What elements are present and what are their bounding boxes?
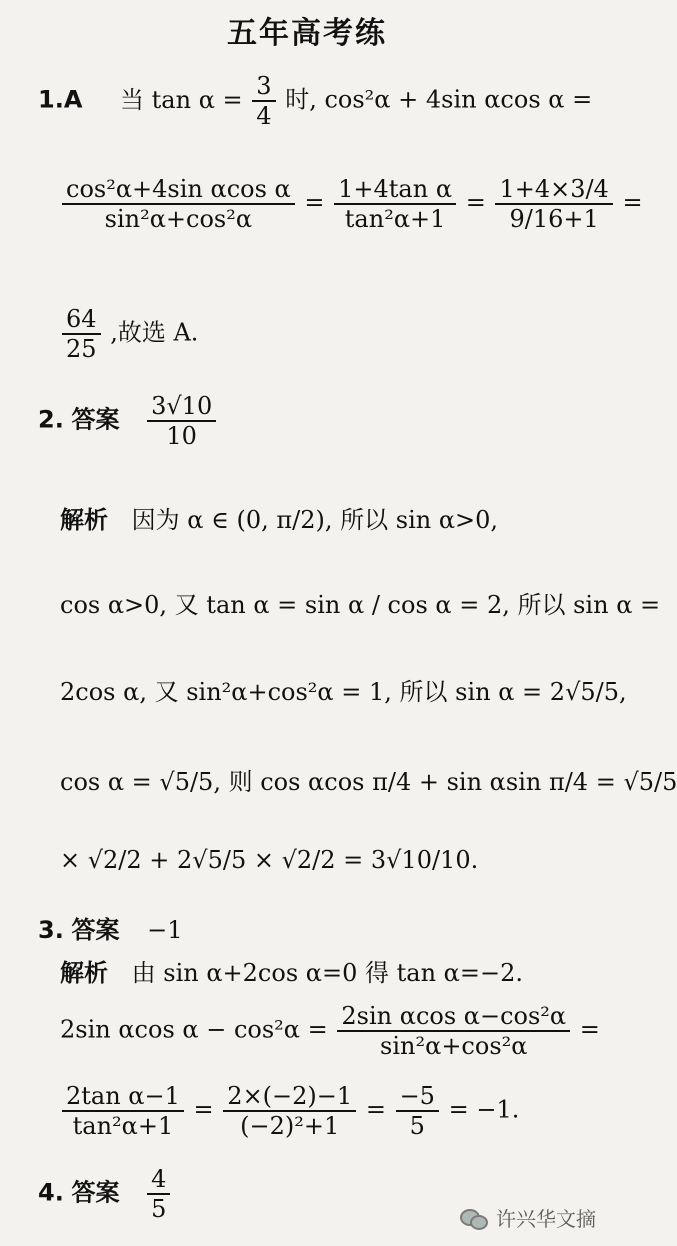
q2-parse-line3: 2cos α, 又 sin²α+cos²α = 1, 所以 sin α = 2√5/5, — [60, 678, 627, 706]
q1-frac-3-4: $\frac{3}{4}$ — [252, 72, 275, 130]
q3-frac-3: $\frac{-5}{5}$ — [396, 1082, 439, 1140]
q3-parse-line2: 2sin αcos α − cos²α = $\frac{\text{2sin αcos α−cos²α}}{\text{sin²α+cos²α}}$ = — [60, 1002, 600, 1060]
q1-text-1: 当 tan α = — [120, 85, 243, 114]
q3-frac-1: $\frac{\text{2tan α−1}}{\text{tan²α+1}}$ — [62, 1082, 184, 1140]
q2-parse-tag: 解析 — [60, 506, 108, 534]
q3-parse-line1: 解析 由 sin α+2cos α=0 得 tan α=−2. — [60, 959, 523, 987]
q1-number: 1.A — [38, 85, 83, 114]
q2-parse-line4: cos α = √5/5, 则 cos αcos π/4 + sin αsin π/4 = √5/5 — [60, 768, 677, 796]
q4-number: 4. — [38, 1178, 64, 1207]
q1-frac-3: $\frac{1+4\times 3/4}{9/16+1}$ — [495, 175, 612, 233]
q2-answer-tag: 答案 — [71, 405, 120, 434]
q1-frac-1: $\frac{\text{cos²α+4sin αcos α}}{\text{sin²α+cos²α}}$ — [62, 175, 295, 233]
q4-answer-tag: 答案 — [71, 1178, 120, 1207]
q3-parse-line3: $\frac{\text{2tan α−1}}{\text{tan²α+1}}$ = $\frac{2\times(-2)-1}{\text{(−2)²+1}}$ = $\frac{-5}{5}$ = −1. — [60, 1082, 674, 1140]
q1-line1 — [38, 72, 652, 130]
q1-frac-64-25: $\frac{64}{25}$ — [62, 305, 101, 363]
q4-answer: $\frac{4}{5}$ — [147, 1165, 170, 1223]
page-title: 五年高考练 — [227, 16, 387, 51]
wechat-icon — [460, 1207, 488, 1229]
q1-conclusion: ,故选 A. — [110, 318, 199, 347]
q3-answer-tag: 答案 — [71, 916, 120, 944]
q3-number: 3. — [38, 916, 64, 944]
q3-answer: −1 — [147, 916, 183, 944]
q1-frac-2: $\frac{\text{1+4tan α}}{\text{tan²α+1}}$ — [334, 175, 456, 233]
q2-parse-line1: 解析 因为 α ∈ (0, π/2), 所以 sin α>0, — [60, 506, 499, 534]
watermark-text: 许兴华文摘 — [496, 1207, 596, 1231]
q3-parse-tag: 解析 — [60, 959, 108, 987]
watermark — [460, 1203, 596, 1232]
q1-line3 — [60, 305, 674, 363]
q2-answer: $\frac{3√10}{10}$ — [147, 392, 216, 450]
q3-frac-main: $\frac{\text{2sin αcos α−cos²α}}{\text{sin²α+cos²α}}$ — [337, 1002, 570, 1060]
q2-parse-line5: × √2/2 + 2√5/5 × √2/2 = 3√10/10. — [60, 846, 479, 874]
q1-line2: $\frac{\text{cos²α+4sin αcos α}}{\text{sin²α+cos²α}}$ = $\frac{\text{1+4tan α}}{\text{tan²α+1}}$ = $\frac{1+4\times 3/4}{9/16+1}$ = — [60, 175, 674, 233]
q2-answer-line — [38, 392, 652, 450]
q1-text-2: 时, cos²α + 4sin αcos α = — [285, 85, 593, 114]
q2-parse-line2: cos α>0, 又 tan α = sin α / cos α = 2, 所以 sin α = — [60, 591, 661, 619]
q3-answer-line — [38, 910, 652, 945]
q2-number: 2. — [38, 405, 64, 434]
q3-frac-2: $\frac{2\times(-2)-1}{\text{(−2)²+1}}$ — [223, 1082, 356, 1140]
